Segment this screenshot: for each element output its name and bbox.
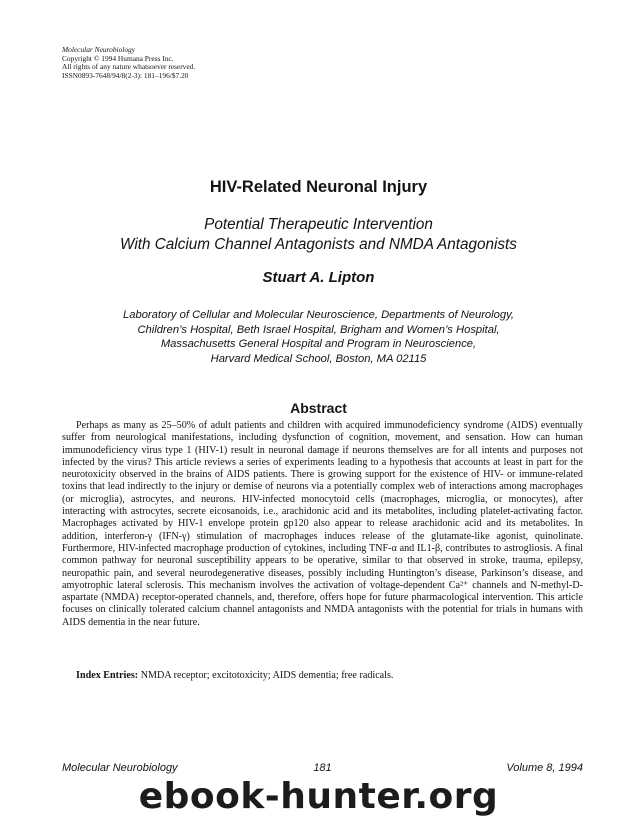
author-affiliation [0,308,637,366]
article-author: Stuart A. Lipton [262,269,375,286]
footer-journal: Molecular Neurobiology [62,762,178,774]
footer-volume: Volume 8, 1994 [506,762,583,774]
affiliation-line: Harvard Medical School, Boston, MA 02115 [210,352,427,365]
index-entries-text: NMDA receptor; excitotoxicity; AIDS dementia; free radicals. [138,670,394,681]
affiliation-line: Children’s Hospital, Beth Israel Hospital, Brigham and Women’s Hospital, [137,323,500,336]
header-issn: ISSN0893-7648/94/8(2-3): 181–196/$7.20 [62,70,189,80]
footer-page-number: 181 [313,762,332,774]
watermark-text: ebook-hunter.org [138,776,499,817]
subtitle-line: With Calcium Channel Antagonists and NMDA Antagonists [120,236,517,253]
article-subtitle [0,215,637,255]
index-entries-label: Index Entries: [76,670,139,681]
subtitle-line: Potential Therapeutic Intervention [204,216,433,233]
article-title: HIV-Related Neuronal Injury [209,178,428,196]
header-journal-name: Molecular Neurobiology [62,45,136,54]
header-copyright: Copyright © 1994 Humana Press Inc. [62,53,174,63]
abstract-heading: Abstract [290,400,347,416]
affiliation-line: Massachusetts General Hospital and Program in Neuroscience, [160,338,477,351]
journal-header [62,46,195,80]
affiliation-line: Laboratory of Cellular and Molecular Neuroscience, Departments of Neurology, [123,309,514,321]
header-rights: All rights of any nature whatsoever reserved. [62,62,196,72]
abstract-text: Perhaps as many as 25–50% of adult patients and children with acquired immunodeficiency syndrome (AIDS) eventually suffer from neurological manifestations, including dysfunction of cognition, movement, and sensation. How can human immunodeficiency virus type 1 (HIV-1) result in neuronal damage if neurons themselves are for all intents and purposes not infected by the virus? This article reviews a series of experiments leading to a hypothesis that accounts at least in part for the neurotoxicity observed in the brains of AIDS patients. There is growing support for the existence of HIV- or immune-related toxins that lead indirectly to the injury or demise of neurons via a potentially complex web of interactions among macrophages (or microglia), astrocytes, and neurons. HIV-infected monocytoid cells (macrophages, microglia, or monocytes), after interacting with astrocytes, secrete eicosanoids, i.e., arachidonic acid and its metabolites, including platelet-activating factor. Macrophages activated by HIV-1 envelope protein gp120 also appear to release arachidonic acid and its metabolites. In addition, interferon-γ (IFN-γ) stimulation of macrophages induces release of the glutamate-like agonist, quinolinate. Furthermore, HIV-infected macrophage production of cytokines, including TNF-α and IL1-β, contributes to astrogliosis. A final common pathway for neuronal susceptibility appears to be operative, similar to that observed in stroke, trauma, epilepsy, neuropathic pain, and several neurodegenerative diseases, possibly including Huntington’s disease, Parkinson’s disease, and amyotrophic lateral sclerosis. This mechanism involves the activation of voltage-dependent Ca²⁺ channels and N-methyl-D-aspartate (NMDA) receptor-operated channels, and, therefore, offers hope for future pharmacological intervention. This article focuses on clinically tolerated calcium channel antagonists and NMDA antagonists with the potential for trials in humans with AIDS dementia in the near future. [62,420,583,628]
index-entries [76,670,583,682]
